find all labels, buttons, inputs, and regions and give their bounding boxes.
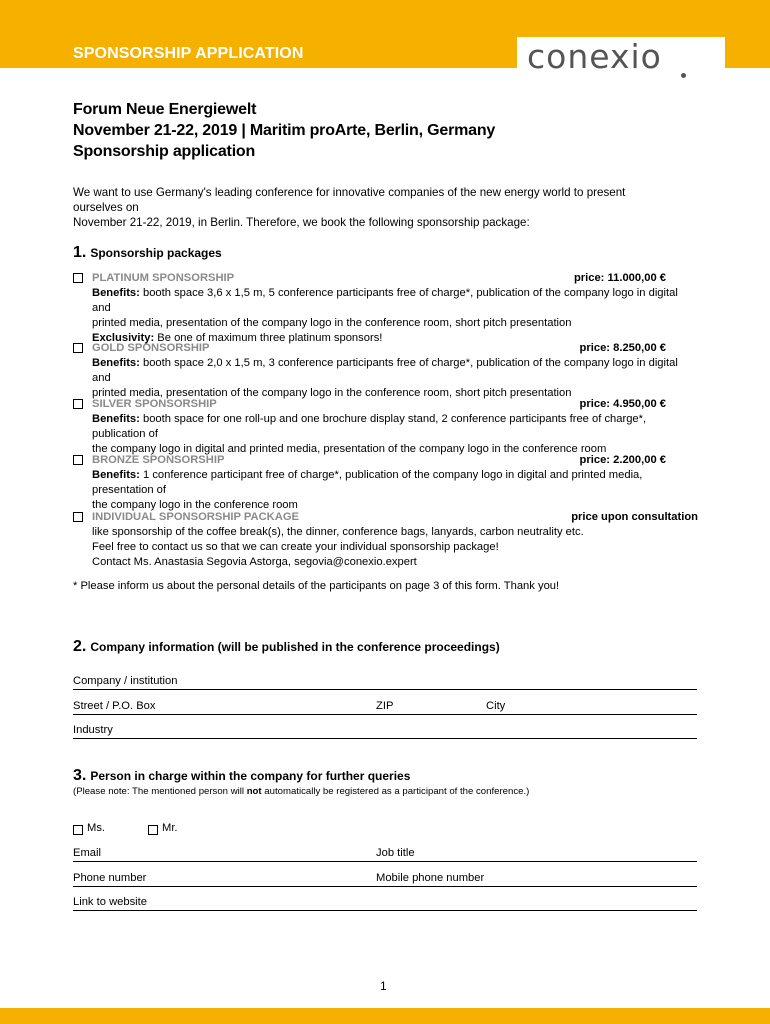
section-3-note (73, 786, 529, 797)
field-label: Job title (376, 847, 415, 859)
benefits-text: printed media, presentation of the company logo in the conference room, short pitch presentation (92, 387, 572, 399)
benefits-text: printed media, presentation of the company logo in the conference room, short pitch presentation (92, 317, 572, 329)
section-1-heading (73, 244, 222, 262)
benefits-text: the company logo in the conference room (92, 499, 298, 511)
benefits-text: the company logo in digital and printed media, presentation of the company logo in the conference room (92, 443, 607, 455)
bronze-checkbox[interactable] (73, 455, 83, 465)
section-number: 3. (73, 767, 87, 784)
website-field[interactable] (73, 896, 697, 911)
conexio-logo (517, 37, 725, 76)
event-date-venue: November 21-22, 2019 | Maritim proArte, Berlin, Germany (73, 122, 496, 139)
address-field-row[interactable] (73, 700, 697, 715)
package-price: price: 4.950,00 € (579, 398, 666, 410)
package-price: price: 11.000,00 € (573, 272, 666, 284)
section-2-heading (73, 638, 500, 656)
exclusivity-label: Exclusivity: (92, 332, 155, 344)
platinum-checkbox[interactable] (73, 273, 83, 283)
gold-checkbox[interactable] (73, 343, 83, 353)
benefits-text: booth space 2,0 x 1,5 m, 3 conference participants free of charge*, publication of the company logo in digital and (92, 357, 678, 384)
page-number: 1 (380, 979, 387, 993)
section-3-heading (73, 767, 410, 785)
header-title: SPONSORSHIP APPLICATION (73, 45, 304, 62)
field-label: Mobile phone number (376, 872, 485, 884)
intro-line: We want to use Germany's leading conference for innovative companies of the new energy world to present ourselves on (73, 186, 626, 214)
exclusivity-text: Be one of maximum three platinum sponsors! (154, 332, 383, 344)
package-name: PLATINUM SPONSORSHIP (92, 272, 235, 284)
participants-note: * Please inform us about the personal details of the participants on page 3 of this form. Thank you! (73, 580, 560, 592)
salutation-ms[interactable] (73, 822, 105, 834)
company-field[interactable] (73, 675, 697, 690)
benefits-label: Benefits: (92, 413, 140, 425)
silver-checkbox[interactable] (73, 399, 83, 409)
benefits-text: booth space 3,6 x 1,5 m, 5 conference participants free of charge*, publication of the company logo in digital and (92, 287, 678, 314)
note-emphasis: not (246, 786, 262, 797)
contact-text: Contact Ms. Anastasia Segovia Astorga, segovia@conexio.expert (92, 556, 417, 568)
benefits-label: Benefits: (92, 469, 140, 481)
section-number: 1. (73, 244, 87, 261)
industry-field[interactable] (73, 724, 697, 739)
logo-text: conexio (527, 37, 662, 76)
section-title: Person in charge within the company for further queries (90, 769, 411, 783)
package-name: INDIVIDUAL SPONSORSHIP PACKAGE (92, 511, 300, 523)
benefits-text: 1 conference participant free of charge*, publication of the company logo in digital and printed media, presentation of (92, 469, 643, 496)
section-title: Sponsorship packages (90, 246, 222, 260)
document-title (73, 99, 495, 162)
field-label: ZIP (376, 700, 394, 712)
mr-checkbox[interactable] (148, 825, 158, 835)
footer-bar (0, 1008, 770, 1024)
package-text: Feel free to contact us so that we can create your individual sponsorship package! (92, 541, 499, 553)
salutation-mr[interactable] (148, 822, 178, 834)
salutation-label: Mr. (162, 822, 178, 834)
individual-checkbox[interactable] (73, 512, 83, 522)
package-price: price: 8.250,00 € (579, 342, 666, 354)
package-gold (73, 341, 698, 401)
package-name: BRONZE SPONSORSHIP (92, 454, 225, 466)
section-title: Company information (will be published in the conference proceedings) (90, 640, 500, 654)
package-name: GOLD SPONSORSHIP (92, 342, 210, 354)
intro-line: November 21-22, 2019, in Berlin. Therefore, we book the following sponsorship package: (73, 216, 530, 229)
field-label: City (486, 700, 506, 712)
email-jobtitle-row[interactable] (73, 847, 697, 862)
form-title: Sponsorship application (73, 143, 256, 160)
note-text: (Please note: The mentioned person will (73, 786, 247, 797)
intro-text (73, 185, 673, 230)
package-price: price: 2.200,00 € (579, 454, 666, 466)
package-platinum (73, 271, 698, 346)
field-label: Phone number (73, 872, 147, 884)
salutation-label: Ms. (87, 822, 106, 834)
field-label: Street / P.O. Box (73, 700, 156, 712)
benefits-label: Benefits: (92, 287, 140, 299)
package-silver (73, 397, 698, 457)
package-name: SILVER SPONSORSHIP (92, 398, 217, 410)
benefits-text: booth space for one roll-up and one brochure display stand, 2 conference participants free of charge*, publication of (92, 413, 647, 440)
benefits-label: Benefits: (92, 357, 140, 369)
field-label: Email (73, 847, 101, 859)
ms-checkbox[interactable] (73, 825, 83, 835)
field-label: Industry (73, 724, 113, 736)
package-price: price upon consultation (571, 511, 698, 523)
logo-dot (681, 73, 686, 78)
section-number: 2. (73, 638, 87, 655)
package-bronze (73, 453, 698, 513)
event-name: Forum Neue Energiewelt (73, 101, 257, 118)
phone-row[interactable] (73, 872, 697, 887)
package-individual (73, 510, 698, 570)
field-label: Link to website (73, 896, 148, 908)
note-text: automatically be registered as a participant of the conference.) (261, 786, 530, 797)
package-text: like sponsorship of the coffee break(s), the dinner, conference bags, lanyards, carbon neutrality etc. (92, 526, 584, 538)
field-label: Company / institution (73, 675, 178, 687)
